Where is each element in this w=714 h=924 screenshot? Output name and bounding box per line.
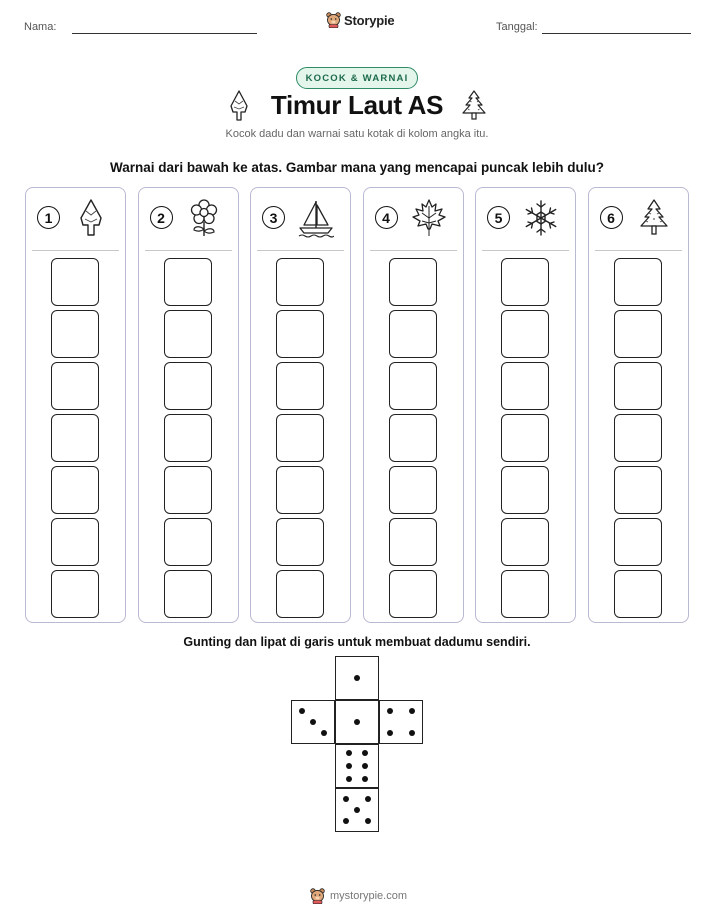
color-box[interactable] [501, 518, 549, 566]
bear-icon [310, 888, 325, 904]
color-box[interactable] [614, 466, 662, 514]
column-2 [138, 187, 239, 623]
dice-pip [362, 763, 368, 769]
color-box[interactable] [389, 570, 437, 618]
color-box[interactable] [276, 570, 324, 618]
flower-icon [186, 198, 222, 238]
color-box[interactable] [501, 414, 549, 462]
color-box[interactable] [276, 362, 324, 410]
color-box[interactable] [389, 466, 437, 514]
dice-pip [321, 730, 327, 736]
color-box[interactable] [389, 518, 437, 566]
color-box[interactable] [51, 310, 99, 358]
maple-leaf-icon [411, 198, 447, 238]
color-box[interactable] [51, 258, 99, 306]
color-box[interactable] [389, 414, 437, 462]
dice-pip [365, 796, 371, 802]
color-box[interactable] [51, 362, 99, 410]
page-subtitle: Kocok dadu dan warnai satu kotak di kolom angka itu. [225, 128, 489, 140]
color-box[interactable] [51, 518, 99, 566]
dice-pip [409, 708, 415, 714]
column-divider [32, 250, 119, 251]
dice-pip [387, 708, 393, 714]
color-box[interactable] [164, 258, 212, 306]
color-box[interactable] [389, 362, 437, 410]
column-number: 4 [375, 206, 398, 229]
column-4 [363, 187, 464, 623]
pine-tree-icon [460, 90, 488, 122]
color-box[interactable] [501, 258, 549, 306]
color-box[interactable] [614, 518, 662, 566]
color-box[interactable] [501, 310, 549, 358]
brand-name: Storypie [344, 12, 395, 28]
column-number: 3 [262, 206, 285, 229]
arrowhead-icon [73, 198, 109, 238]
dice-pip [409, 730, 415, 736]
color-box[interactable] [614, 258, 662, 306]
dice-face-top [335, 656, 379, 700]
color-box[interactable] [614, 414, 662, 462]
color-box[interactable] [164, 310, 212, 358]
footer [310, 888, 407, 904]
color-box[interactable] [389, 310, 437, 358]
color-box[interactable] [276, 466, 324, 514]
color-box[interactable] [614, 310, 662, 358]
column-number: 2 [150, 206, 173, 229]
column-divider [595, 250, 682, 251]
dice-pip [362, 750, 368, 756]
color-box[interactable] [51, 414, 99, 462]
dice-pip [354, 719, 360, 725]
dice-face-center [335, 700, 379, 744]
dice-face-right [379, 700, 423, 744]
bear-icon [326, 12, 341, 28]
cut-instruction: Gunting dan lipat di garis untuk membuat dadumu sendiri. [183, 635, 531, 649]
page-title: Timur Laut AS [270, 90, 444, 120]
activity-badge: KOCOK & WARNAI [296, 67, 418, 89]
color-box[interactable] [51, 466, 99, 514]
dice-pip [346, 763, 352, 769]
dice-face-lower [335, 744, 379, 788]
color-box[interactable] [51, 570, 99, 618]
color-box[interactable] [164, 414, 212, 462]
dice-pip [343, 818, 349, 824]
column-1 [25, 187, 126, 623]
date-label: Tanggal: [496, 21, 538, 33]
footer-url: mystorypie.com [330, 890, 408, 902]
dice-pip [387, 730, 393, 736]
pine-tree-icon [636, 198, 672, 238]
column-divider [370, 250, 457, 251]
color-box[interactable] [501, 362, 549, 410]
color-box[interactable] [164, 570, 212, 618]
dice-pip [343, 796, 349, 802]
color-box[interactable] [501, 570, 549, 618]
dice-pip [299, 708, 305, 714]
column-6 [588, 187, 689, 623]
column-divider [145, 250, 232, 251]
column-divider [482, 250, 569, 251]
instruction-text: Warnai dari bawah ke atas. Gambar mana yang mencapai puncak lebih dulu? [110, 160, 604, 175]
dice-pip [346, 750, 352, 756]
color-box[interactable] [614, 362, 662, 410]
date-line[interactable] [542, 33, 691, 34]
column-3 [250, 187, 351, 623]
color-box[interactable] [276, 518, 324, 566]
color-box[interactable] [501, 466, 549, 514]
color-box[interactable] [164, 518, 212, 566]
color-box[interactable] [389, 258, 437, 306]
dice-face-bottom [335, 788, 379, 832]
color-box[interactable] [614, 570, 662, 618]
column-number: 5 [487, 206, 510, 229]
color-box[interactable] [276, 258, 324, 306]
dice-pip [354, 675, 360, 681]
name-line[interactable] [72, 33, 257, 34]
brand-logo [326, 12, 394, 28]
sailboat-icon [298, 198, 334, 238]
dice-pip [362, 776, 368, 782]
dice-pip [346, 776, 352, 782]
name-label: Nama: [24, 21, 57, 33]
dice-pip [310, 719, 316, 725]
column-5 [475, 187, 576, 623]
column-number: 1 [37, 206, 60, 229]
dice-pip [365, 818, 371, 824]
dice-pip [354, 807, 360, 813]
color-box[interactable] [164, 466, 212, 514]
column-number: 6 [600, 206, 623, 229]
dice-face-left [291, 700, 335, 744]
color-box[interactable] [276, 310, 324, 358]
snowflake-icon [523, 198, 559, 238]
column-divider [257, 250, 344, 251]
color-box[interactable] [164, 362, 212, 410]
color-box[interactable] [276, 414, 324, 462]
